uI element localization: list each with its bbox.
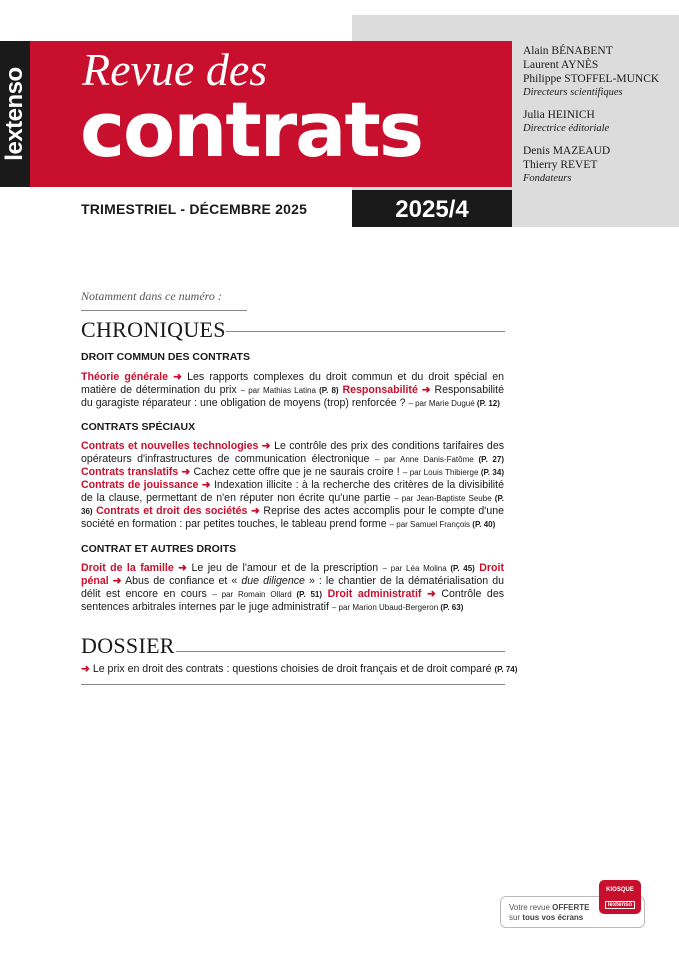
article-author: – par Marion Ubaud-Bergeron xyxy=(331,603,441,612)
article-title: » : le chantier de la dématérialisation du délit est encore en cours xyxy=(81,575,504,600)
kiosque-brand: lextenso xyxy=(605,901,635,909)
article-title: Le jeu de l'amour et de la prescription xyxy=(187,562,383,574)
article-author: – par Léa Molina xyxy=(382,564,451,573)
article-title: Cachez cette offre que je ne saurais croire ! xyxy=(190,466,403,478)
directors-role: Directeurs scientifiques xyxy=(523,87,623,98)
director-name: Philippe STOFFEL-MUNCK xyxy=(523,73,660,85)
journal-title-line1: Revue des xyxy=(82,44,268,95)
article-list xyxy=(81,371,504,410)
founders-role: Fondateurs xyxy=(523,173,572,184)
page-ref: (P. 34) xyxy=(480,468,504,477)
article-title: Indexation illicite : à la recherche des critères de la divisibilité de la clause, permettant de n'en réputer non écrite qu'une partie xyxy=(81,479,504,504)
editor-group xyxy=(523,108,659,136)
article-title: Les rapports complexes du droit commun et du droit spécial en matière de détermination du prix xyxy=(81,371,504,396)
dossier-item xyxy=(81,663,517,675)
subsection-heading: CONTRAT ET AUTRES DROITS xyxy=(81,543,237,555)
rubric-link[interactable]: Contrats de jouissance ➜ xyxy=(81,479,211,491)
editor-role: Directrice éditoriale xyxy=(523,123,610,134)
page-ref: (P. 74) xyxy=(494,665,518,674)
director-name: Alain BÉNABENT xyxy=(523,45,613,57)
article-author: – par Mathias Latina xyxy=(240,386,320,395)
article-title: Reprise des actes accomplis pour le compte d'une société en formation : par petites touches, le tableau prend forme xyxy=(81,505,505,530)
article-author: – par Samuel François xyxy=(389,520,473,529)
subsection-heading: CONTRATS SPÉCIAUX xyxy=(81,421,196,433)
rubric-link[interactable]: Droit administratif ➜ xyxy=(322,588,436,600)
rubric-link[interactable]: Droit pénal ➜ xyxy=(81,562,504,587)
publisher-logo xyxy=(0,41,30,187)
article-author: – par Romain Ollard xyxy=(212,590,297,599)
article-author: – par Anne Danis-Fatôme xyxy=(374,455,479,464)
article-title: Abus de confiance et « xyxy=(121,575,242,587)
arrow-icon: ➜ xyxy=(81,663,90,675)
director-name: Laurent AYNÈS xyxy=(523,59,599,71)
rubric-link[interactable]: Contrats et nouvelles technologies ➜ xyxy=(81,440,271,452)
subsection-heading: DROIT COMMUN DES CONTRATS xyxy=(81,351,250,363)
directors-group xyxy=(523,44,659,100)
page-ref: (P. 27) xyxy=(478,455,504,464)
article-author: – par Louis Thibierge xyxy=(402,468,481,477)
section-heading-chroniques: CHRONIQUES xyxy=(81,317,226,342)
kiosque-label: KIOSQUE xyxy=(606,887,634,893)
article-title: Contrôle des sentences arbitrales internes par le juge administratif xyxy=(81,588,505,613)
editorial-board xyxy=(523,44,659,194)
article-title: Le contrôle des prix des conditions tarifaires des opérateurs d'infrastructures de communication électronique xyxy=(81,440,505,465)
page-ref: (P. 36) xyxy=(81,494,504,516)
chroniques-rule xyxy=(226,331,505,332)
dossier-rule xyxy=(176,651,505,652)
section-heading-dossier: DOSSIER xyxy=(81,633,175,658)
article-title: Responsabilité du garagiste réparateur : une obligation de moyens (trop) renforcée ? xyxy=(81,384,504,409)
article-title-italic: due diligence xyxy=(241,575,305,587)
article-list xyxy=(81,562,504,614)
rubric-link[interactable]: Contrats et droit des sociétés ➜ xyxy=(92,505,260,517)
founder-name: Thierry REVET xyxy=(523,159,598,171)
page-ref: (P. 45) xyxy=(450,564,475,573)
rubric-link[interactable]: Théorie générale ➜ xyxy=(81,371,182,383)
editor-name: Julia HEINICH xyxy=(523,109,595,121)
page-ref: (P. 63) xyxy=(440,603,464,612)
article-list xyxy=(81,440,504,531)
rubric-link[interactable]: Droit de la famille ➜ xyxy=(81,562,188,574)
issue-number: 2025/4 xyxy=(395,196,469,223)
article-author: – par Jean-Baptiste Seube xyxy=(394,494,495,503)
intro-divider xyxy=(81,310,247,311)
offer-line2: sur tous vos écrans xyxy=(509,913,584,922)
founder-name: Denis MAZEAUD xyxy=(523,145,611,157)
rubric-link[interactable]: Contrats translatifs ➜ xyxy=(81,466,191,478)
journal-title-line2: contrats xyxy=(80,85,423,174)
publisher-logo-text: lextenso xyxy=(1,67,28,161)
page-ref: (P. 8) xyxy=(319,386,339,395)
founders-group xyxy=(523,144,659,186)
page-ref: (P. 12) xyxy=(476,399,500,408)
issue-number-box xyxy=(352,190,512,227)
frequency-date: TRIMESTRIEL - DÉCEMBRE 2025 xyxy=(81,201,308,217)
rubric-link[interactable]: Responsabilité ➜ xyxy=(338,384,431,396)
page-ref: (P. 40) xyxy=(472,520,496,529)
page-ref: (P. 51) xyxy=(296,590,323,599)
dossier-title: Le prix en droit des contrats : questions choisies de droit français et de droit comparé xyxy=(89,663,495,675)
article-author: – par Marie Dugué xyxy=(408,399,477,408)
issue-intro: Notamment dans ce numéro : xyxy=(81,289,222,303)
kiosque-badge[interactable] xyxy=(599,880,641,914)
offer-line1: Votre revue OFFERTE xyxy=(509,903,590,912)
dossier-bottom-rule xyxy=(81,684,505,685)
